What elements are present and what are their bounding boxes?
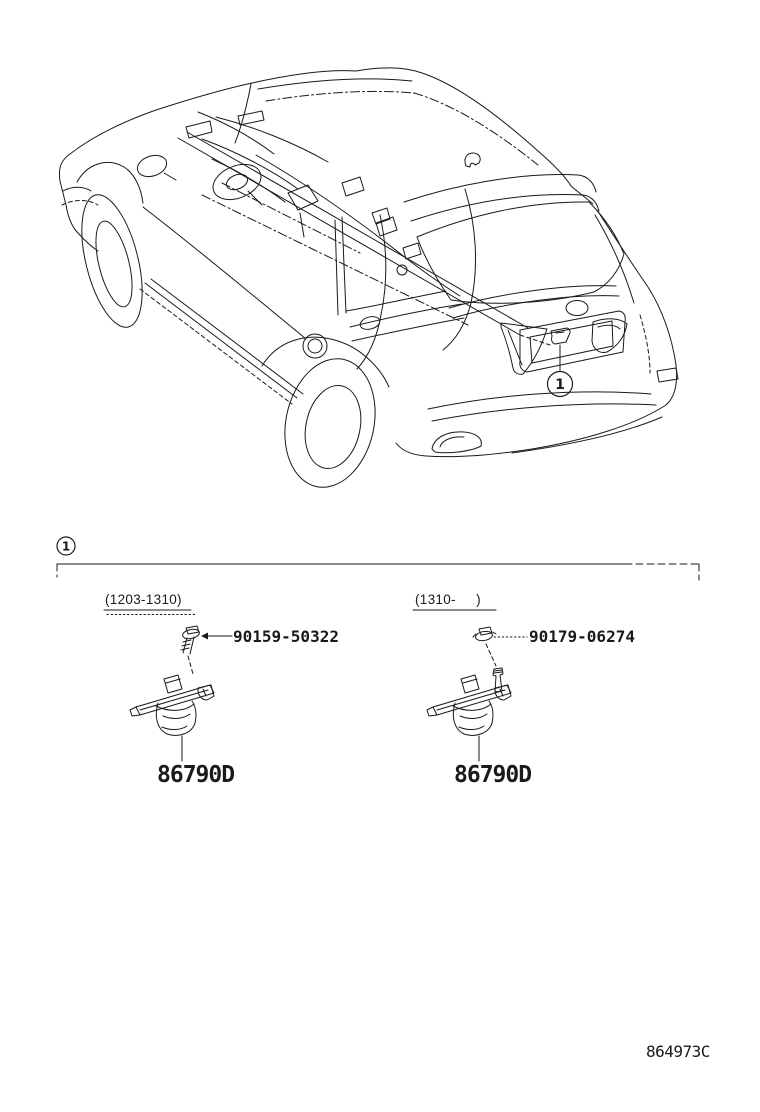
rear-emblem [566,301,588,316]
bumper-reflector [657,368,678,382]
rear-camera-marker [551,328,570,344]
door-mirror [135,152,170,180]
vehicle-wireframe [50,65,700,505]
date-range-left: (1203-1310) [105,592,182,607]
doc-code: 864973C [646,1042,710,1061]
fastener-part-number-right: 90179-06274 [529,627,635,646]
steering-wheel [208,158,266,206]
component-label-right: 86790D [454,762,532,788]
camera-assembly-left [130,675,214,761]
front-fender-arch [77,162,143,203]
callout-1-number: 1 [555,377,565,393]
license-recess [520,311,625,372]
front-wheel [70,189,153,334]
component-label-left: 86790D [157,762,235,788]
rear-spoiler [404,175,596,202]
group-callout-number: 1 [61,539,71,554]
beltline [256,155,460,296]
body-outline [59,68,571,205]
fastener-part-number-left: 90159-50322 [233,627,339,646]
screw-icon [181,626,200,654]
cargo-hook [465,153,480,167]
date-range-right: (1310- ) [415,592,481,607]
variants-section [50,530,710,790]
bumper-cutout [432,432,481,453]
flange-nut-icon [473,627,496,642]
camera-assembly-right [427,675,511,761]
harness-line [178,138,520,335]
rear-wheel [273,350,386,495]
rear-fender-arch [262,337,389,387]
